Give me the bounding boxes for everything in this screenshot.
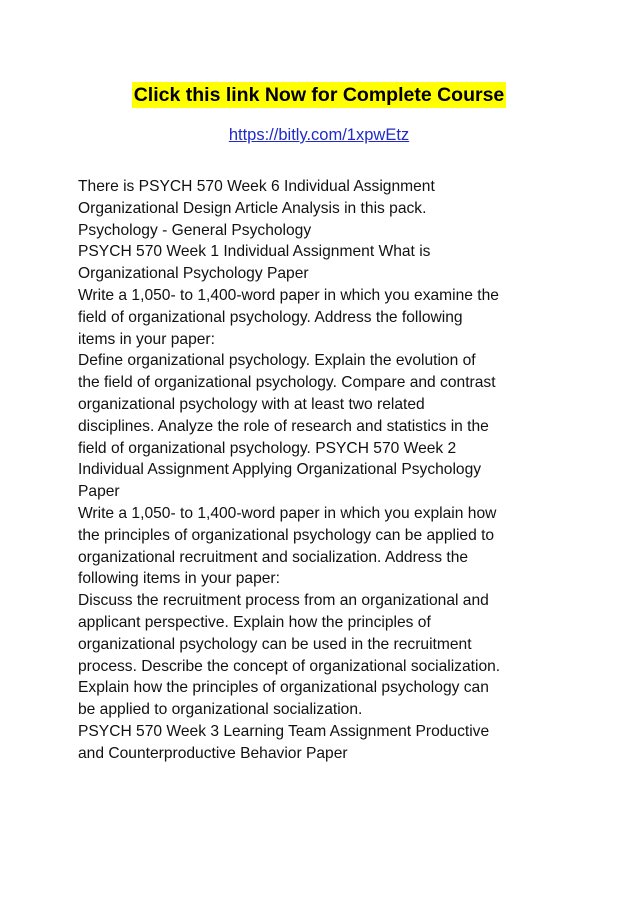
body-line: There is PSYCH 570 Week 6 Individual Assignment	[78, 178, 435, 195]
body-line: field of organizational psychology. PSYCH 570 Week 2	[78, 439, 457, 457]
document-body	[78, 176, 568, 765]
course-link-heading[interactable]: Click this link Now for Complete Course	[133, 84, 505, 106]
body-line: Write a 1,050- to 1,400-word paper in which you explain how	[78, 504, 497, 522]
body-line: and Counterproductive Behavior Paper	[78, 744, 348, 762]
body-line: Discuss the recruitment process from an organizational and	[78, 592, 489, 610]
body-line: PSYCH 570 Week 1 Individual Assignment What is	[78, 243, 431, 261]
body-line: the principles of organizational psychology can be applied to	[78, 526, 495, 544]
body-line: applicant perspective. Explain how the principles of	[78, 613, 431, 631]
body-line: organizational psychology can be used in the recruitment	[78, 635, 472, 653]
body-line: Write a 1,050- to 1,400-word paper in which you examine the	[78, 286, 499, 304]
body-line: organizational psychology with at least two related	[78, 395, 425, 413]
link-container	[0, 124, 638, 146]
body-line: Explain how the principles of organizational psychology can	[78, 679, 489, 697]
body-line: the field of organizational psychology. Compare and contrast	[78, 374, 496, 392]
body-line: disciplines. Analyze the role of research and statistics in the	[78, 417, 489, 435]
body-line: Individual Assignment Applying Organizational Psychology	[78, 461, 482, 479]
heading-container	[0, 82, 638, 108]
body-line: be applied to organizational socialization.	[78, 701, 363, 719]
body-line: field of organizational psychology. Address the following	[78, 308, 463, 326]
body-line: Psychology - General Psychology	[78, 221, 312, 239]
body-line: Organizational Design Article Analysis in this pack.	[78, 199, 427, 217]
body-line: Paper	[78, 483, 120, 501]
body-line: organizational recruitment and socialization. Address the	[78, 548, 469, 566]
body-line: Organizational Psychology Paper	[78, 265, 309, 283]
body-line: PSYCH 570 Week 3 Learning Team Assignment Productive	[78, 722, 490, 740]
body-line: process. Describe the concept of organizational socialization.	[78, 657, 501, 675]
body-line: Define organizational psychology. Explain the evolution of	[78, 352, 476, 370]
body-line: following items in your paper:	[78, 570, 280, 588]
body-line: items in your paper:	[78, 330, 215, 348]
course-url-link[interactable]: https://bitly.com/1xpwEtz	[228, 126, 410, 144]
